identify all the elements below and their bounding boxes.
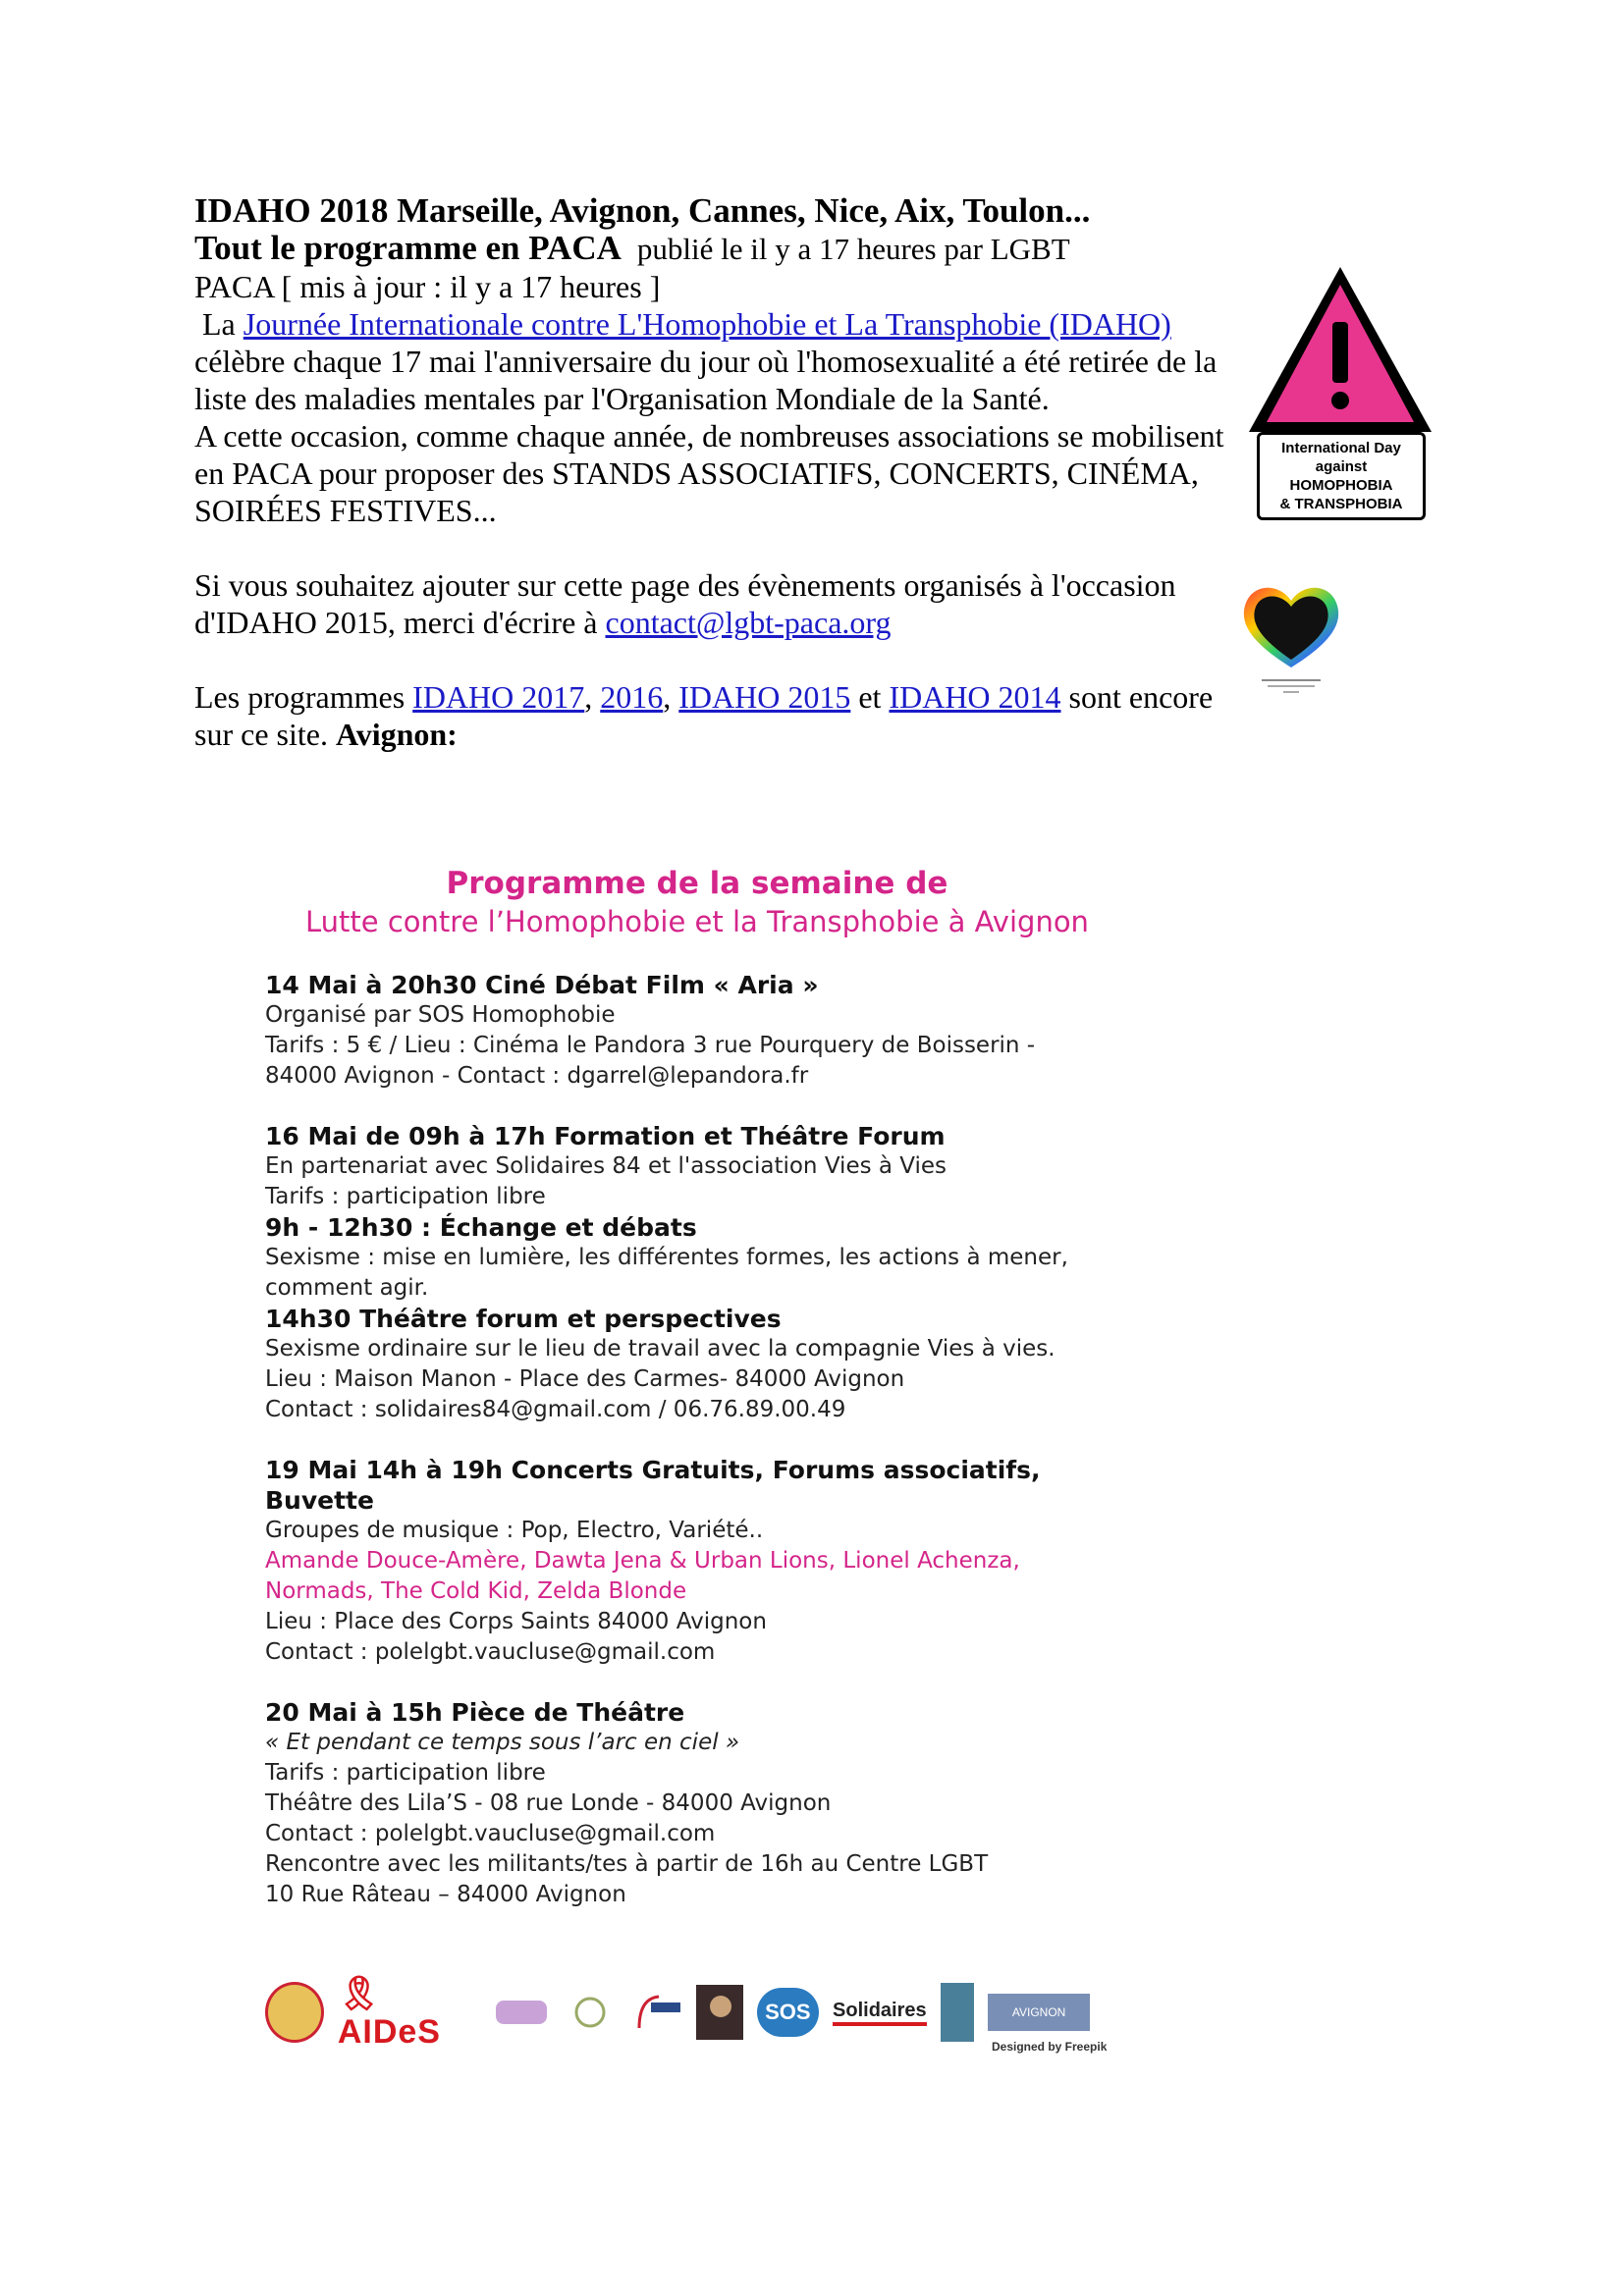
link-2016[interactable]: 2016 <box>600 679 664 715</box>
event-line: Lieu : Maison Manon - Place des Carmes- 84000 Avignon <box>265 1366 905 1392</box>
published-cont: PACA [ mis à jour : il y a 17 heures ] <box>194 269 661 304</box>
contact-text: Si vous souhaitez ajouter sur cette page des évènements organisés à l'occasion d'IDAHO 2015, merci d'écrire à <box>194 567 1176 640</box>
link-idaho-2017[interactable]: IDAHO 2017 <box>412 679 585 715</box>
event-3 <box>265 1455 1129 1668</box>
programmes-text: Les programmes <box>194 679 413 715</box>
sep: , <box>584 679 601 715</box>
event-line: Tarifs : participation libre <box>265 1184 546 1209</box>
event-line: comment agir. <box>265 1275 429 1301</box>
event-line: Contact : solidaires84@gmail.com / 06.76.89.00.49 <box>265 1397 846 1422</box>
title-line-1: IDAHO 2018 Marseille, Avignon, Cannes, Nice, Aix, Toulon... <box>194 191 1091 230</box>
sep: , <box>663 679 679 715</box>
sep: et <box>850 679 890 715</box>
event-heading: 14 Mai à 20h30 Ciné Débat Film « Aria » <box>265 971 819 999</box>
event-bands: Normads, The Cold Kid, Zelda Blonde <box>265 1578 687 1604</box>
contact-email-link[interactable]: contact@lgbt-paca.org <box>605 605 892 640</box>
tall-logo-icon <box>941 1983 975 2042</box>
idaho-link[interactable]: Journée Internationale contre L'Homophobie et La Transphobie (IDAHO) <box>243 306 1171 342</box>
event-subheading: 14h30 Théâtre forum et perspectives <box>265 1305 782 1333</box>
chretiens-sida-logo-icon <box>563 1993 616 2032</box>
link-idaho-2014[interactable]: IDAHO 2014 <box>889 679 1061 715</box>
avignon-logo: AVIGNON <box>988 1994 1090 2031</box>
title-line-2-row <box>194 230 1235 268</box>
sos-homophobie-logo: SOS <box>757 1988 819 2037</box>
badge-line: HOMOPHOBIA <box>1289 477 1393 494</box>
event-line: Tarifs : 5 € / Lieu : Cinéma le Pandora 3 rue Pourquery de Boisserin - <box>265 1033 1036 1058</box>
event-line: Lieu : Place des Corps Saints 84000 Avignon <box>265 1609 767 1634</box>
idaho-warning-badge <box>1245 263 1435 520</box>
programme-title: Programme de la semaine de <box>446 866 948 901</box>
link-idaho-2015[interactable]: IDAHO 2015 <box>678 679 851 715</box>
event-subheading: 9h - 12h30 : Échange et débats <box>265 1213 697 1242</box>
programme-subtitle: Lutte contre l’Homophobie et la Transphobie à Avignon <box>305 905 1089 938</box>
event-line: Rencontre avec les militants/tes à partir de 16h au Centre LGBT <box>265 1851 989 1877</box>
badge-text <box>1257 432 1426 520</box>
event-line: Tarifs : participation libre <box>265 1760 546 1786</box>
page-title <box>194 192 1235 230</box>
event-1 <box>265 970 1129 1092</box>
intro-paragraph-2: A cette occasion, comme chaque année, de nombreuses associations se mobilisent en PACA pour proposer des STANDS ASSOCIATIFS, CONCERTS, CINÉMA, SOIRÉES FESTIVES... <box>194 418 1224 528</box>
warning-triangle-icon <box>1245 263 1435 440</box>
designed-by-credit: Designed by Freepik <box>992 2040 1108 2054</box>
group-logo-icon <box>492 1993 549 2032</box>
avignon-heading: Avignon: <box>335 717 458 752</box>
event-play-title: « Et pendant ce temps sous l’arc en ciel » <box>265 1730 740 1755</box>
event-line: Théâtre des Lila’S - 08 rue Londe - 84000 Avignon <box>265 1790 832 1816</box>
programmes-paragraph <box>194 678 1235 753</box>
event-bands: Amande Douce-Amère, Dawta Jena & Urban Lions, Lionel Achenza, <box>265 1548 1020 1574</box>
event-heading: 19 Mai 14h à 19h Concerts Gratuits, Forums associatifs, Buvette <box>265 1456 1041 1515</box>
heart-logo-icon <box>1232 569 1350 707</box>
intro-pre: La <box>202 306 244 342</box>
badge-line: against <box>1315 458 1368 475</box>
solidaires-logo: Solidaires <box>833 2000 927 2026</box>
badge-line: & TRANSPHOBIA <box>1279 496 1403 512</box>
event-line: 10 Rue Râteau – 84000 Avignon <box>265 1882 626 1907</box>
ribbon-icon: 🎗 <box>337 1974 381 2012</box>
event-2 <box>265 1121 1129 1425</box>
event-line: Sexisme ordinaire sur le lieu de travail avec la compagnie Vies à vies. <box>265 1336 1056 1362</box>
badge-line: International Day <box>1281 440 1401 456</box>
title-line-2: Tout le programme en PACA <box>194 229 622 267</box>
event-line: Organisé par SOS Homophobie <box>265 1002 616 1028</box>
event-line: En partenariat avec Solidaires 84 et l'association Vies à Vies <box>265 1153 947 1179</box>
event-line: 84000 Avignon - Contact : dgarrel@lepandora.fr <box>265 1063 809 1089</box>
event-line: Groupes de musique : Pop, Electro, Variété.. <box>265 1518 764 1543</box>
published-info: publié le il y a 17 heures par LGBT <box>636 232 1070 266</box>
article <box>194 192 1235 753</box>
aides-text: AIDeS <box>337 2012 441 2051</box>
event-line: Contact : polelgbt.vaucluse@gmail.com <box>265 1639 716 1665</box>
intro-paragraph <box>194 305 1235 417</box>
programmes-post: sont encore sur ce site. <box>194 679 1214 752</box>
programme-flyer <box>265 864 1129 1910</box>
event-4 <box>265 1697 1129 1910</box>
event-heading: 20 Mai à 15h Pièce de Théâtre <box>265 1698 685 1727</box>
elea-logo-icon <box>629 1989 682 2036</box>
portrait-icon <box>696 1985 743 2040</box>
sponsor-logos <box>265 1973 1090 2052</box>
intro-post: célèbre chaque 17 mai l'anniversaire du jour où l'homosexualité a été retirée de la liste des maladies mentales par l'Organisation Mondiale de la Santé. <box>194 344 1218 416</box>
aides-logo <box>338 1974 478 2052</box>
association-seal-icon <box>265 1982 324 2043</box>
event-line: Contact : polelgbt.vaucluse@gmail.com <box>265 1821 716 1846</box>
contact-paragraph <box>194 566 1235 641</box>
event-heading: 16 Mai de 09h à 17h Formation et Théâtre Forum <box>265 1122 946 1150</box>
event-line: Sexisme : mise en lumière, les différentes formes, les actions à mener, <box>265 1245 1068 1270</box>
